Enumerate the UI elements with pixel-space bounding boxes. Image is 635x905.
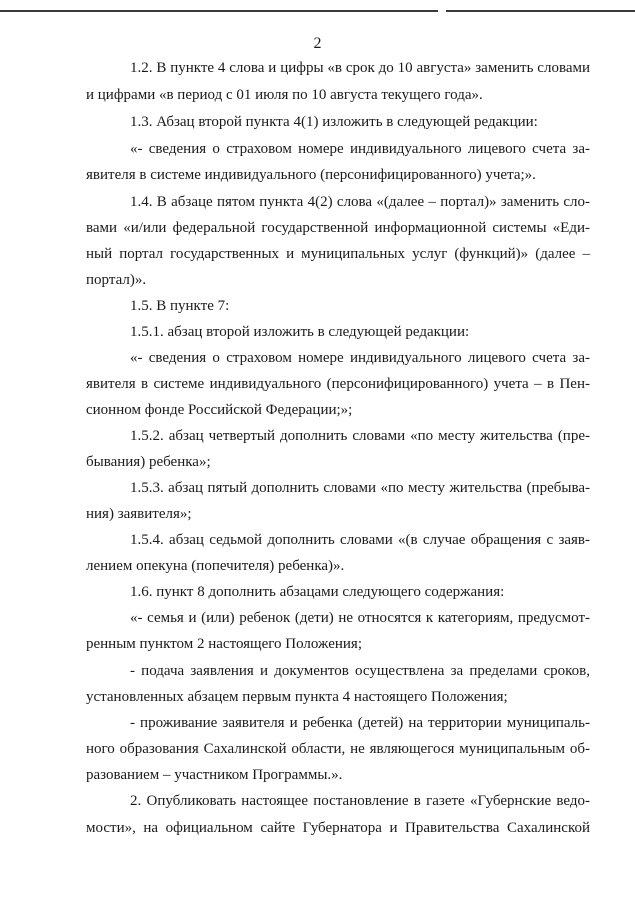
text-line: 1.2. В пункте 4 слова и цифры «в срок до 10 августа» заменить словами	[130, 60, 590, 76]
text-line: «- семья и (или) ребенок (дети) не относятся к категориям, предусмот-	[130, 610, 590, 626]
text-line: 2. Опубликовать настоящее постановление в газете «Губернские ведо-	[130, 793, 590, 809]
text-line: бывания) ребенка»;	[86, 454, 211, 470]
text-line: 1.5.3. абзац пятый дополнить словами «по месту жительства (пребыва-	[130, 480, 590, 496]
text-line: 1.6. пункт 8 дополнить абзацами следующего содержания:	[130, 584, 505, 600]
text-line: 1.5.1. абзац второй изложить в следующей редакции:	[130, 324, 470, 340]
text-line: мости», на официальном сайте Губернатора и Правительства Сахалинской	[86, 820, 590, 836]
text-line: 1.5. В пункте 7:	[130, 298, 230, 314]
text-line: вами «и/или федеральной государственной информационной системы «Еди-	[86, 220, 590, 236]
text-line: 1.4. В абзаце пятом пункта 4(2) слова «(далее – портал)» заменить сло-	[130, 194, 590, 210]
text-line: сионном фонде Российской Федерации;»;	[86, 402, 353, 418]
text-line: - проживание заявителя и ребенка (детей) на территории муниципаль-	[130, 715, 590, 731]
text-line: «- сведения о страховом номере индивидуального лицевого счета за-	[130, 141, 590, 157]
top-border-line	[0, 10, 635, 12]
text-line: портал)».	[86, 272, 147, 288]
text-line: 1.5.2. абзац четвертый дополнить словами «по месту жительства (пре-	[130, 428, 590, 444]
text-line: ния) заявителя»;	[86, 506, 192, 522]
text-line: - подача заявления и документов осуществлена за пределами сроков,	[130, 663, 590, 679]
text-line: ного образования Сахалинской области, не являющегося муниципальным об-	[86, 741, 590, 757]
text-line: установленных абзацем первым пункта 4 настоящего Положения;	[86, 689, 508, 705]
text-line: разованием – участником Программы.».	[86, 767, 343, 783]
text-line: 1.3. Абзац второй пункта 4(1) изложить в следующей редакции:	[130, 114, 538, 130]
text-line: и цифрами «в период с 01 июля по 10 августа текущего года».	[86, 87, 483, 103]
text-line: «- сведения о страховом номере индивидуального лицевого счета за-	[130, 350, 590, 366]
text-line: явителя в системе индивидуального (персонифицированного) учета;».	[86, 167, 536, 183]
text-line: ренным пунктом 2 настоящего Положения;	[86, 636, 362, 652]
page-number: 2	[313, 35, 322, 52]
text-line: явителя в системе индивидуального (персонифицированного) учета – в Пен-	[86, 376, 590, 392]
text-line: лением опекуна (попечителя) ребенка)».	[86, 558, 345, 574]
top-border-gap	[438, 9, 446, 13]
text-line: ный портал государственных и муниципальных услуг (функций)» (далее –	[86, 246, 590, 262]
text-line: 1.5.4. абзац седьмой дополнить словами «(в случае обращения с заяв-	[130, 532, 590, 548]
